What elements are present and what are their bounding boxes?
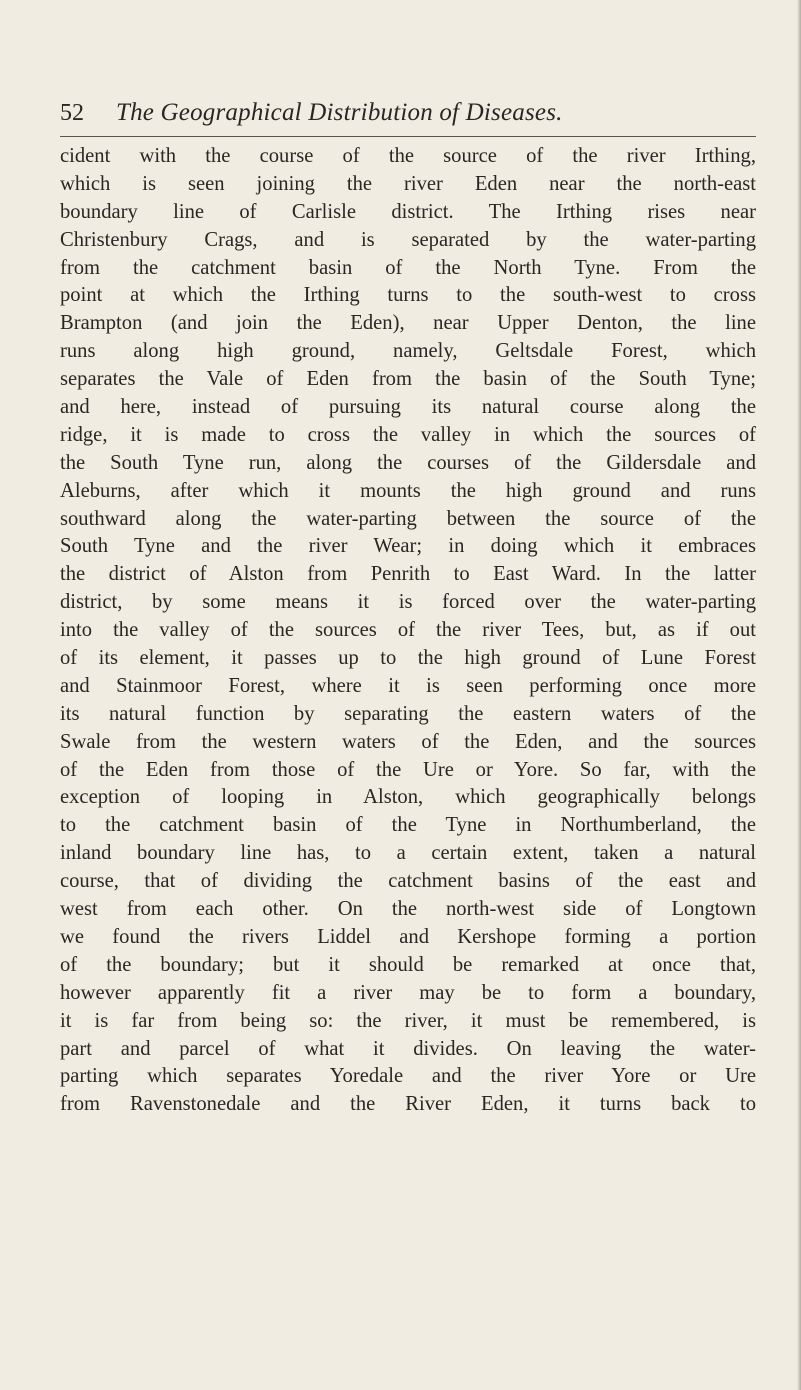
text-line: South Tyne and the river Wear; in doing which it embraces — [60, 535, 756, 558]
text-line: Christenbury Crags, and is separated by the water-parting — [60, 228, 756, 251]
page-number: 52 — [60, 100, 84, 126]
text-line: southward along the water-parting between the source of the — [60, 507, 756, 530]
text-line: Aleburns, after which it mounts the high ground and runs — [60, 479, 756, 502]
text-line: of the boundary; but it should be remarked at once that, — [60, 953, 756, 976]
text-line: part and parcel of what it divides. On leaving the water- — [60, 1037, 756, 1060]
text-line: which is seen joining the river Eden near the north-east — [60, 172, 756, 195]
text-line: ridge, it is made to cross the valley in which the sources of — [60, 423, 756, 446]
text-line: district, by some means it is forced over the water-parting — [60, 591, 756, 614]
text-line: inland boundary line has, to a certain extent, taken a natural — [60, 842, 756, 865]
text-line: point at which the Irthing turns to the south-west to cross — [60, 284, 756, 307]
text-line: cident with the course of the source of the river Irthing, — [60, 145, 756, 167]
text-line: the South Tyne run, along the courses of the Gildersdale and — [60, 451, 756, 474]
text-line: it is far from being so: the river, it must be remembered, is — [60, 1009, 756, 1032]
text-line: of the Eden from those of the Ure or Yore. So far, with the — [60, 758, 756, 781]
running-title: The Geographical Distribution of Diseases. — [116, 99, 563, 126]
page-edge-shadow — [797, 0, 801, 1390]
text-line: exception of looping in Alston, which geographically belongs — [60, 786, 756, 809]
text-line: separates the Vale of Eden from the basin of the South Tyne; — [60, 368, 756, 391]
page-header — [60, 96, 756, 137]
text-line: the district of Alston from Penrith to East Ward. In the latter — [60, 563, 756, 586]
text-line: to the catchment basin of the Tyne in Northumberland, the — [60, 814, 756, 837]
text-line: Swale from the western waters of the Eden, and the sources — [60, 730, 756, 753]
text-line: and here, instead of pursuing its natural course along the — [60, 396, 756, 419]
text-line: runs along high ground, namely, Geltsdale Forest, which — [60, 340, 756, 363]
text-line: parting which separates Yoredale and the river Yore or Ure — [60, 1065, 756, 1088]
text-line: Brampton (and join the Eden), near Upper Denton, the line — [60, 312, 756, 335]
text-line: from Ravenstonedale and the River Eden, it turns back to — [60, 1093, 756, 1116]
text-line: we found the rivers Liddel and Kershope forming a portion — [60, 925, 756, 948]
text-line: and Stainmoor Forest, where it is seen performing once more — [60, 674, 756, 697]
text-line: into the valley of the sources of the river Tees, but, as if out — [60, 619, 756, 642]
text-line: its natural function by separating the eastern waters of the — [60, 702, 756, 725]
body-paragraph — [60, 143, 756, 1119]
text-line: west from each other. On the north-west side of Longtown — [60, 898, 756, 921]
text-line: boundary line of Carlisle district. The Irthing rises near — [60, 200, 756, 223]
text-line: however apparently fit a river may be to form a boundary, — [60, 981, 756, 1004]
text-line: of its element, it passes up to the high ground of Lune Forest — [60, 647, 756, 670]
text-line: from the catchment basin of the North Tyne. From the — [60, 256, 756, 279]
text-line: course, that of dividing the catchment basins of the east and — [60, 870, 756, 893]
